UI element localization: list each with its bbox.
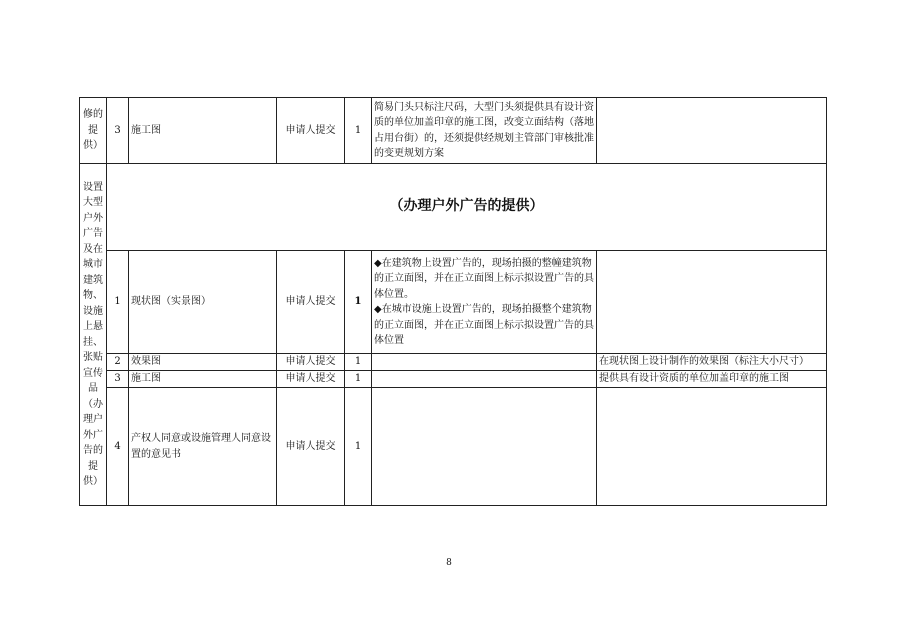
row-number: 3 <box>107 98 129 164</box>
copies: 1 <box>345 388 372 506</box>
copies: 1 <box>345 354 372 371</box>
section-heading-row <box>80 164 827 251</box>
requirement: 简易门头只标注尺码，大型门头须提供具有设计资质的单位加盖印章的施工图，改变立面结构（落地占用台街）的，还须提供经规划主管部门审核批准的变更规划方案 <box>372 98 597 164</box>
material-name: 现状图（实景图） <box>129 251 277 354</box>
table-row <box>80 251 827 354</box>
requirement-line: ◆在城市设施上设置广告的，现场拍摄整个建筑物的正立面图，并在正立面图上标示拟设置广告的具体位置 <box>374 304 594 346</box>
material-name: 产权人同意或设施管理人同意设置的意见书 <box>129 388 277 506</box>
table-row <box>80 371 827 388</box>
category-cell: 设置大型户外广告及在城市建筑物、设施上悬挂、张贴宣传品（办理户外广告的提供） <box>80 164 107 506</box>
table-row <box>80 388 827 506</box>
section-heading: （办理户外广告的提供） <box>107 164 827 251</box>
requirements-table <box>79 97 827 506</box>
requirement <box>372 354 597 371</box>
row-number: 4 <box>107 388 129 506</box>
row-number: 3 <box>107 371 129 388</box>
page-number: 8 <box>446 558 452 568</box>
material-source: 申请人提交 <box>277 98 345 164</box>
category-cell: 修的提供） <box>80 98 107 164</box>
requirement <box>372 251 597 354</box>
remark: 提供具有设计资质的单位加盖印章的施工图 <box>597 371 827 388</box>
row-number: 2 <box>107 354 129 371</box>
material-name: 施工图 <box>129 371 277 388</box>
copies: 1 <box>345 251 372 354</box>
copies: 1 <box>345 371 372 388</box>
requirement-line: ◆在建筑物上设置广告的，现场拍摄的整幢建筑物的正立面图，并在正立面图上标示拟设置广告的具体位置。 <box>374 257 594 300</box>
table-row <box>80 98 827 164</box>
table-row <box>80 354 827 371</box>
material-name: 效果图 <box>129 354 277 371</box>
row-number: 1 <box>107 251 129 354</box>
requirement <box>372 371 597 388</box>
material-source: 申请人提交 <box>277 251 345 354</box>
material-source: 申请人提交 <box>277 354 345 371</box>
material-source: 申请人提交 <box>277 371 345 388</box>
material-name: 施工图 <box>129 98 277 164</box>
copies: 1 <box>345 98 372 164</box>
material-source: 申请人提交 <box>277 388 345 506</box>
requirement <box>372 388 597 506</box>
remark <box>597 251 827 354</box>
remark <box>597 388 827 506</box>
remark <box>597 98 827 164</box>
remark: 在现状图上设计制作的效果图（标注大小尺寸） <box>597 354 827 371</box>
